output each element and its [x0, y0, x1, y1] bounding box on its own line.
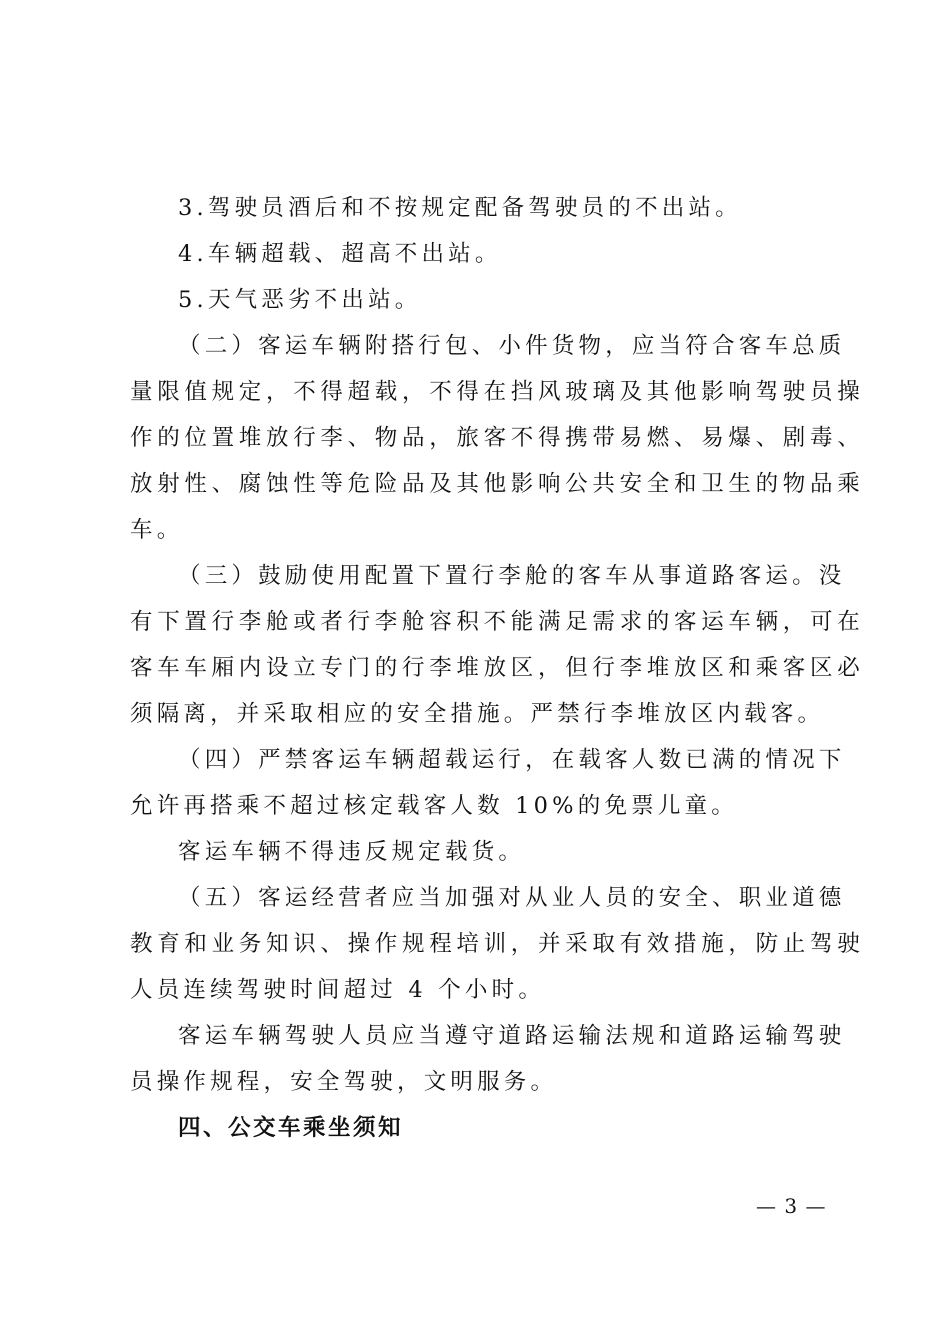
paragraph-6-line-1: 客运车辆驾驶人员应当遵守道路运输法规和道路运输驾驶 — [178, 1023, 846, 1049]
paragraph-2-line-1: （二）客运车辆附搭行包、小件货物，应当符合客车总质 — [178, 333, 846, 359]
section-heading: 四、公交车乘坐须知 — [178, 1115, 404, 1141]
paragraph-5-line-1: （五）客运经营者应当加强对从业人员的安全、职业道德 — [178, 885, 846, 911]
text-line-item-5: 5.天气恶劣不出站。 — [178, 287, 422, 313]
paragraph-2-line-2: 量限值规定，不得超载，不得在挡风玻璃及其他影响驾驶员操 — [130, 379, 865, 405]
paragraph-6-line-2: 员操作规程，安全驾驶，文明服务。 — [130, 1069, 558, 1095]
paragraph-5-line-2: 教育和业务知识、操作规程培训，并采取有效措施，防止驾驶 — [130, 931, 865, 957]
paragraph-3-line-4: 须隔离，并采取相应的安全措施。严禁行李堆放区内载客。 — [130, 701, 825, 727]
text-line-item-3: 3.驾驶员酒后和不按规定配备驾驶员的不出站。 — [178, 195, 742, 221]
paragraph-4-line-2: 允许再搭乘不超过核定载客人数 10%的免票儿童。 — [130, 793, 738, 819]
paragraph-5-line-3: 人员连续驾驶时间超过 4 个小时。 — [130, 977, 546, 1003]
paragraph-3-line-2: 有下置行李舱或者行李舱容积不能满足需求的客运车辆，可在 — [130, 609, 865, 635]
text-line-item-4: 4.车辆超载、超高不出站。 — [178, 241, 502, 267]
paragraph-3-line-1: （三）鼓励使用配置下置行李舱的客车从事道路客运。没 — [178, 563, 846, 589]
paragraph-2-line-4: 放射性、腐蚀性等危险品及其他影响公共安全和卫生的物品乘 — [130, 471, 865, 497]
paragraph-4-line-1: （四）严禁客运车辆超载运行，在载客人数已满的情况下 — [178, 747, 846, 773]
paragraph-2-line-5: 车。 — [130, 517, 184, 543]
paragraph-4-note: 客运车辆不得违反规定载货。 — [178, 839, 526, 865]
paragraph-2-line-3: 作的位置堆放行李、物品，旅客不得携带易燃、易爆、剧毒、 — [130, 425, 865, 451]
page-number: — 3 — — [756, 1194, 827, 1218]
paragraph-3-line-3: 客车车厢内设立专门的行李堆放区，但行李堆放区和乘客区必 — [130, 655, 865, 681]
